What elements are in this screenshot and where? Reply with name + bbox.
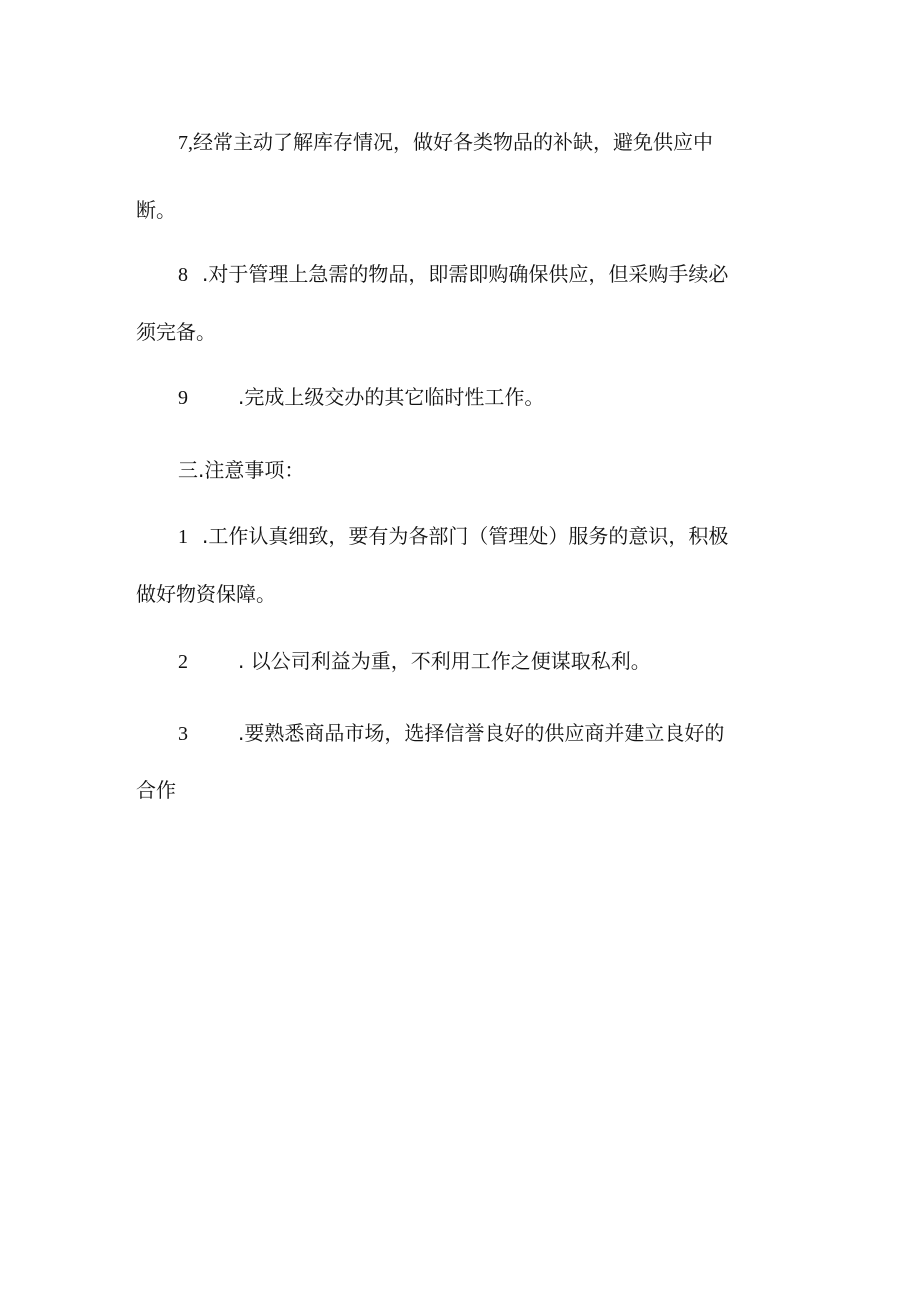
- note-1-line: [178, 522, 728, 551]
- note-text: . 以公司利益为重，不利用工作之便谋取私利。: [238, 649, 651, 673]
- item-text: .完成上级交办的其它临时性工作。: [238, 385, 545, 409]
- item-9-line: [178, 383, 544, 412]
- note-text: .工作认真细致，要有为各部门（管理处）服务的意识，积极: [202, 524, 729, 548]
- section-heading: 三.注意事项：: [178, 458, 305, 482]
- item-text: 经常主动了解库存情况，做好各类物品的补缺，避免供应中: [193, 130, 713, 154]
- item-number: 8: [178, 264, 188, 286]
- note-number: 2: [178, 651, 188, 673]
- item-7-line: [178, 128, 713, 157]
- note-number: 1: [178, 526, 188, 548]
- item-number: 9: [178, 387, 188, 409]
- note-2-line: [178, 647, 651, 676]
- note-3-line: [178, 719, 724, 748]
- item-number: 7,: [178, 132, 193, 154]
- item-text: .对于管理上急需的物品，即需即购确保供应，但采购手续必: [202, 262, 729, 286]
- note-text: .要熟悉商品市场，选择信誉良好的供应商并建立良好的: [238, 721, 725, 745]
- note-number: 3: [178, 723, 188, 745]
- note-1-continuation: 做好物资保障。: [136, 582, 276, 606]
- note-3-continuation: 合作: [136, 778, 176, 802]
- item-8-continuation: 须完备。: [136, 320, 216, 344]
- item-7-continuation: 断。: [136, 198, 176, 222]
- item-8-line: [178, 260, 728, 289]
